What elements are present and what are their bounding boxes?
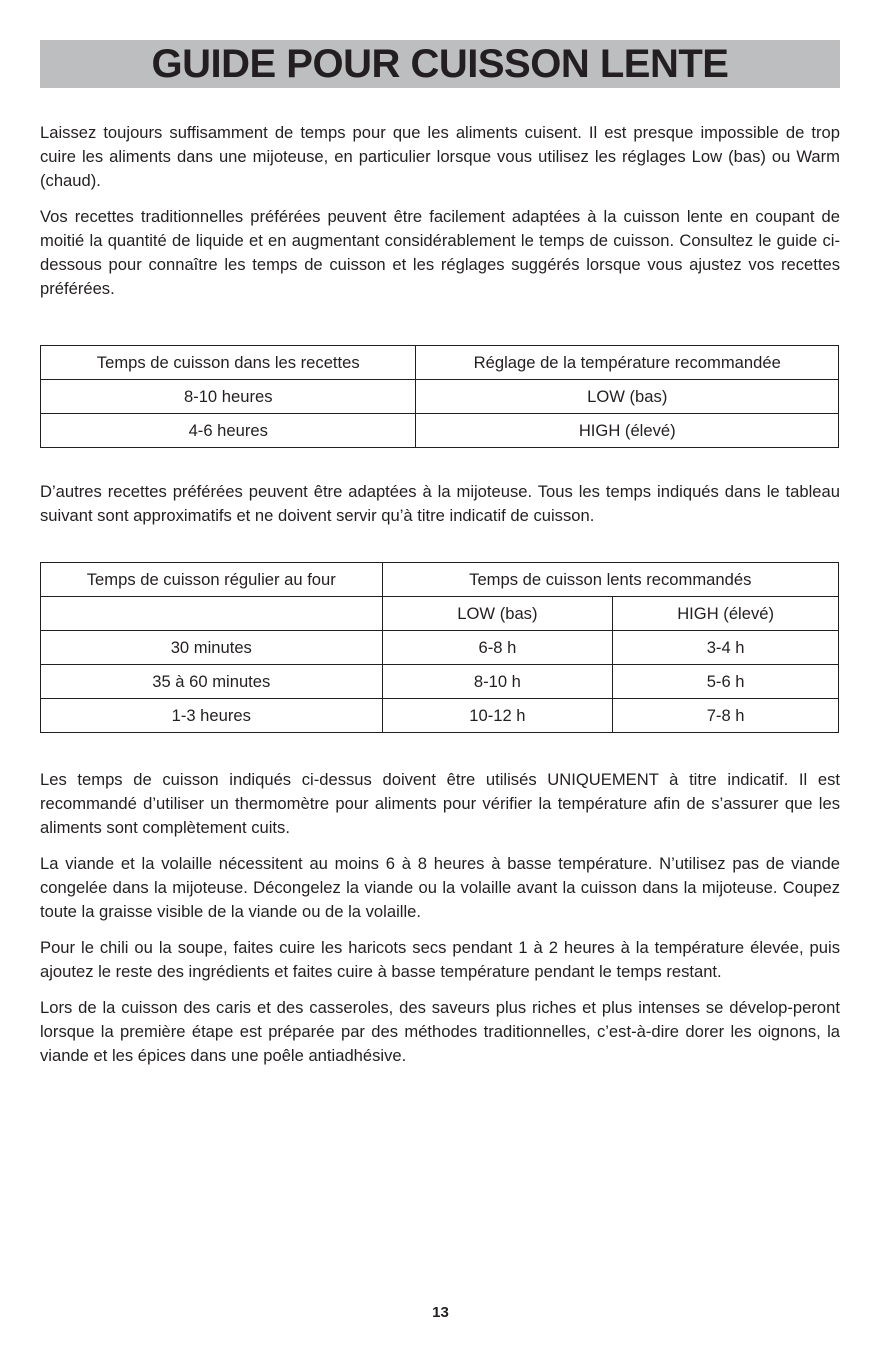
intro-paragraph-1: Laissez toujours suffisamment de temps pour que les aliments cuisent. Il est presque impossible de trop cuire les aliments dans une mijoteuse, en particulier lorsque vous utilisez les réglages Low (bas) ou Warm (chaud).	[40, 123, 840, 190]
table-cell: 6-8 h	[382, 631, 613, 665]
table-cell: 8-10 heures	[41, 380, 416, 414]
table-cell: 3-4 h	[613, 631, 839, 665]
table-header-cell: Temps de cuisson régulier au four	[41, 563, 383, 597]
table-cell: LOW (bas)	[416, 380, 839, 414]
oven-to-slow-cooker-table	[40, 562, 839, 733]
closing-paragraph-2: La viande et la volaille nécessitent au moins 6 à 8 heures à basse température. N’utilisez pas de viande congelée dans la mijoteuse. Décongelez la viande ou la volaille avant la cuisson dans la mijoteuse. Coupez toute la graisse visible de la viande ou de la volaille.	[40, 854, 840, 921]
table-subheader-row	[41, 597, 839, 631]
title-banner	[40, 40, 840, 88]
table-header-cell: Temps de cuisson lents recommandés	[382, 563, 838, 597]
table-cell: 7-8 h	[613, 699, 839, 733]
closing-paragraph-1: Les temps de cuisson indiqués ci-dessus doivent être utilisés UNIQUEMENT à titre indicatif. Il est recommandé d’utiliser un thermomètre pour aliments pour vérifier la température afin de s’assurer que les aliments sont complètement cuits.	[40, 770, 840, 837]
table-header-row	[41, 563, 839, 597]
table-header-cell: Réglage de la température recommandée	[416, 346, 839, 380]
table-cell: 35 à 60 minutes	[41, 665, 383, 699]
recipe-conversion-table	[40, 345, 839, 448]
table-cell: 10-12 h	[382, 699, 613, 733]
table-row	[41, 665, 839, 699]
middle-paragraph: D’autres recettes préférées peuvent être adaptées à la mijoteuse. Tous les temps indiqués dans le tableau suivant sont approximatifs et ne doivent servir qu’à titre indicatif de cuisson.	[40, 482, 840, 525]
table-cell: 4-6 heures	[41, 414, 416, 448]
table-cell: HIGH (élevé)	[416, 414, 839, 448]
table-row	[41, 414, 839, 448]
table-subheader-cell: LOW (bas)	[382, 597, 613, 631]
table-row	[41, 699, 839, 733]
intro-paragraph-2: Vos recettes traditionnelles préférées peuvent être facilement adaptées à la cuisson lente en coupant de moitié la quantité de liquide et en augmentant considérablement le temps de cuisson. Consultez le guide ci-dessous pour connaître les temps de cuisson et les réglages suggérés lorsque vous ajustez vos recettes préférées.	[40, 207, 840, 298]
closing-paragraph-3: Pour le chili ou la soupe, faites cuire les haricots secs pendant 1 à 2 heures à la température élevée, puis ajoutez le reste des ingrédients et faites cuire à basse température pendant le temps restant.	[40, 938, 840, 981]
table-row	[41, 380, 839, 414]
table-cell: 5-6 h	[613, 665, 839, 699]
table-header-row	[41, 346, 839, 380]
table-cell: 8-10 h	[382, 665, 613, 699]
page-title: GUIDE POUR CUISSON LENTE	[151, 42, 729, 86]
table-row	[41, 631, 839, 665]
table-cell: 30 minutes	[41, 631, 383, 665]
table-subheader-cell: HIGH (élevé)	[613, 597, 839, 631]
table-cell	[41, 597, 383, 631]
page-number: 13	[432, 1304, 449, 1321]
closing-paragraph-4: Lors de la cuisson des caris et des casseroles, des saveurs plus riches et plus intenses se dévelop-peront lorsque la première étape est préparée par des méthodes traditionnelles, c’est-à-dire dorer les oignons, la viande et les épices dans une poêle antiadhésive.	[40, 998, 840, 1065]
table-header-cell: Temps de cuisson dans les recettes	[41, 346, 416, 380]
table-cell: 1-3 heures	[41, 699, 383, 733]
